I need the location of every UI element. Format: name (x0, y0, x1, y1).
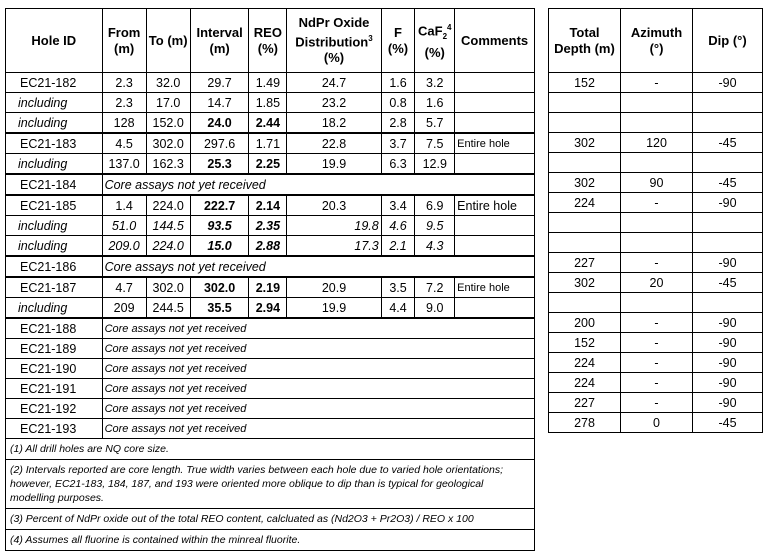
header-comments: Comments (455, 9, 535, 73)
table-row (6, 359, 535, 379)
header-hole-id: Hole ID (6, 9, 103, 73)
f-cell: 1.6 (381, 73, 415, 93)
table-row (549, 113, 763, 133)
total-depth-cell: 227 (549, 253, 621, 273)
reo-cell: 1.71 (249, 133, 287, 154)
reo-cell: 2.44 (249, 113, 287, 134)
footnote-3: (3) Percent of NdPr oxide out of the total REO content, calcluated as (Nd2O3 + Pr2O3) / REO x 100 (6, 509, 535, 530)
total-depth-cell: 224 (549, 373, 621, 393)
header-ndpr-unit: (%) (323, 50, 345, 66)
f-cell: 4.4 (381, 298, 415, 319)
table-row (6, 277, 535, 298)
azimuth-cell (621, 233, 693, 253)
table-row (549, 213, 763, 233)
azimuth-cell: - (621, 393, 693, 413)
table-row (549, 193, 763, 213)
f-cell: 3.5 (381, 277, 415, 298)
table-row (549, 313, 763, 333)
azimuth-cell: - (621, 353, 693, 373)
interval-cell: 302.0 (190, 277, 249, 298)
header-f: F (%) (381, 9, 415, 73)
header-caf2-label: CaF (418, 23, 443, 39)
table-row (6, 216, 535, 236)
dip-cell (693, 213, 763, 233)
table-row (6, 419, 535, 439)
hole-id-cell: EC21-191 (6, 379, 103, 399)
azimuth-cell (621, 113, 693, 133)
to-cell: 302.0 (146, 133, 190, 154)
table-row (6, 93, 535, 113)
interval-cell: 29.7 (190, 73, 249, 93)
table-row (549, 73, 763, 93)
from-cell: 137.0 (102, 154, 146, 175)
reo-cell: 2.25 (249, 154, 287, 175)
dip-cell: -90 (693, 193, 763, 213)
caf-cell: 5.7 (415, 113, 455, 134)
dip-cell: -45 (693, 273, 763, 293)
table-row (549, 233, 763, 253)
caf-cell: 1.6 (415, 93, 455, 113)
comment-cell (455, 298, 535, 319)
hole-id-cell: including (6, 93, 103, 113)
assay-pending-note: Core assays not yet received (102, 359, 534, 379)
assay-pending-note: Core assays not yet received (102, 419, 534, 439)
table-row (6, 73, 535, 93)
f-cell: 6.3 (381, 154, 415, 175)
to-cell: 302.0 (146, 277, 190, 298)
hole-id-cell: including (6, 113, 103, 134)
header-caf2-unit: (%) (424, 44, 445, 60)
ndpr-cell: 22.8 (287, 133, 381, 154)
assay-pending-note: Core assays not yet received (102, 256, 534, 277)
hole-id-cell: EC21-188 (6, 318, 103, 339)
dip-cell: -90 (693, 313, 763, 333)
footnote-2: (2) Intervals reported are core length. True width varies between each hole due to varied hole orientations; however, EC21-183, 184, 187, and 193 were oriented more oblique to dip than is typical for geological modelling purposes. (6, 460, 535, 509)
hole-id-cell: EC21-186 (6, 256, 103, 277)
to-cell: 224.0 (146, 195, 190, 216)
ndpr-cell: 24.7 (287, 73, 381, 93)
table-row (549, 293, 763, 313)
caf-cell: 9.5 (415, 216, 455, 236)
table-row (6, 195, 535, 216)
reo-cell: 2.14 (249, 195, 287, 216)
table-row (6, 399, 535, 419)
dip-cell: -90 (693, 73, 763, 93)
f-cell: 2.8 (381, 113, 415, 134)
table-row (6, 298, 535, 319)
total-depth-cell: 224 (549, 353, 621, 373)
azimuth-cell: 0 (621, 413, 693, 433)
hole-id-cell: EC21-183 (6, 133, 103, 154)
header-from: From (m) (102, 9, 146, 73)
assay-pending-note: Core assays not yet received (102, 379, 534, 399)
total-depth-cell (549, 233, 621, 253)
table-row (549, 153, 763, 173)
total-depth-cell (549, 293, 621, 313)
interval-cell: 35.5 (190, 298, 249, 319)
table-row (6, 256, 535, 277)
interval-cell: 15.0 (190, 236, 249, 257)
total-depth-cell: 152 (549, 333, 621, 353)
azimuth-cell: - (621, 313, 693, 333)
comment-cell: Entire hole (455, 133, 535, 154)
ndpr-cell: 17.3 (287, 236, 381, 257)
dip-cell: -45 (693, 413, 763, 433)
comment-cell (455, 236, 535, 257)
hole-id-cell: EC21-187 (6, 277, 103, 298)
table-row (549, 273, 763, 293)
total-depth-cell: 302 (549, 133, 621, 153)
total-depth-cell: 278 (549, 413, 621, 433)
reo-cell: 2.94 (249, 298, 287, 319)
to-cell: 244.5 (146, 298, 190, 319)
table-row (6, 113, 535, 134)
ndpr-cell: 20.3 (287, 195, 381, 216)
hole-id-cell: including (6, 298, 103, 319)
dip-cell: -45 (693, 133, 763, 153)
azimuth-cell (621, 93, 693, 113)
dip-cell (693, 153, 763, 173)
caf-cell: 9.0 (415, 298, 455, 319)
azimuth-cell: - (621, 193, 693, 213)
total-depth-cell: 302 (549, 273, 621, 293)
to-cell: 152.0 (146, 113, 190, 134)
assay-results-table (5, 8, 535, 551)
hole-id-cell: including (6, 236, 103, 257)
interval-cell: 222.7 (190, 195, 249, 216)
to-cell: 32.0 (146, 73, 190, 93)
total-depth-cell: 227 (549, 393, 621, 413)
table-row (6, 174, 535, 195)
table-row (549, 333, 763, 353)
comment-cell: Entire hole (455, 277, 535, 298)
table-row (6, 236, 535, 257)
footnote-1: (1) All drill holes are NQ core size. (6, 439, 535, 460)
header-ndpr-footnote: 3 (368, 33, 373, 43)
header-ndpr-label: NdPr Oxide Distribution (295, 14, 370, 50)
assay-pending-note: Core assays not yet received (102, 339, 534, 359)
caf-cell: 3.2 (415, 73, 455, 93)
total-depth-cell (549, 213, 621, 233)
dip-cell: -45 (693, 173, 763, 193)
reo-cell: 1.49 (249, 73, 287, 93)
comment-cell: Entire hole (455, 195, 535, 216)
dip-cell: -90 (693, 333, 763, 353)
dip-cell (693, 93, 763, 113)
azimuth-cell: - (621, 373, 693, 393)
interval-cell: 14.7 (190, 93, 249, 113)
total-depth-cell: 200 (549, 313, 621, 333)
caf-cell: 7.5 (415, 133, 455, 154)
caf-cell: 7.2 (415, 277, 455, 298)
azimuth-cell (621, 153, 693, 173)
from-cell: 4.7 (102, 277, 146, 298)
comment-cell (455, 73, 535, 93)
caf-cell: 12.9 (415, 154, 455, 175)
table-row (549, 353, 763, 373)
azimuth-cell: - (621, 253, 693, 273)
header-dip: Dip (°) (693, 9, 763, 73)
azimuth-cell (621, 293, 693, 313)
reo-cell: 2.19 (249, 277, 287, 298)
ndpr-cell: 19.9 (287, 154, 381, 175)
azimuth-cell (621, 213, 693, 233)
hole-orientation-table (548, 8, 763, 433)
ndpr-cell: 18.2 (287, 113, 381, 134)
table-row (549, 393, 763, 413)
hole-id-cell: including (6, 216, 103, 236)
ndpr-cell: 20.9 (287, 277, 381, 298)
caf-cell: 4.3 (415, 236, 455, 257)
interval-cell: 25.3 (190, 154, 249, 175)
header-interval: Interval (m) (190, 9, 249, 73)
dip-cell (693, 113, 763, 133)
header-caf2 (415, 9, 455, 73)
reo-cell: 2.88 (249, 236, 287, 257)
azimuth-cell: - (621, 333, 693, 353)
azimuth-cell: - (621, 73, 693, 93)
reo-cell: 2.35 (249, 216, 287, 236)
header-to: To (m) (146, 9, 190, 73)
table-row (6, 154, 535, 175)
hole-id-cell: EC21-192 (6, 399, 103, 419)
total-depth-cell (549, 113, 621, 133)
header-total-depth: Total Depth (m) (549, 9, 621, 73)
table-row (549, 253, 763, 273)
table-row (549, 133, 763, 153)
azimuth-cell: 20 (621, 273, 693, 293)
header-azimuth: Azimuth (°) (621, 9, 693, 73)
total-depth-cell (549, 93, 621, 113)
to-cell: 224.0 (146, 236, 190, 257)
hole-id-cell: including (6, 154, 103, 175)
from-cell: 209.0 (102, 236, 146, 257)
footnote-4: (4) Assumes all fluorine is contained within the minreal fluorite. (6, 530, 535, 551)
azimuth-cell: 120 (621, 133, 693, 153)
ndpr-cell: 19.8 (287, 216, 381, 236)
to-cell: 162.3 (146, 154, 190, 175)
dip-cell: -90 (693, 393, 763, 413)
from-cell: 51.0 (102, 216, 146, 236)
to-cell: 144.5 (146, 216, 190, 236)
hole-id-cell: EC21-189 (6, 339, 103, 359)
table-row (549, 373, 763, 393)
f-cell: 3.4 (381, 195, 415, 216)
dip-cell: -90 (693, 353, 763, 373)
assay-pending-note: Core assays not yet received (102, 174, 534, 195)
assay-pending-note: Core assays not yet received (102, 318, 534, 339)
header-reo: REO (%) (249, 9, 287, 73)
from-cell: 1.4 (102, 195, 146, 216)
hole-id-cell: EC21-185 (6, 195, 103, 216)
total-depth-cell: 302 (549, 173, 621, 193)
dip-cell: -90 (693, 253, 763, 273)
table-row (6, 379, 535, 399)
dip-cell (693, 293, 763, 313)
dip-cell: -90 (693, 373, 763, 393)
interval-cell: 297.6 (190, 133, 249, 154)
header-caf2-footnote: 4 (447, 23, 452, 33)
hole-id-cell: EC21-184 (6, 174, 103, 195)
f-cell: 0.8 (381, 93, 415, 113)
table-row (549, 413, 763, 433)
header-ndpr (287, 9, 381, 73)
comment-cell (455, 93, 535, 113)
total-depth-cell: 224 (549, 193, 621, 213)
hole-id-cell: EC21-190 (6, 359, 103, 379)
header-caf2-sub: 2 (442, 31, 448, 41)
total-depth-cell: 152 (549, 73, 621, 93)
f-cell: 3.7 (381, 133, 415, 154)
f-cell: 2.1 (381, 236, 415, 257)
table-row (6, 318, 535, 339)
comment-cell (455, 113, 535, 134)
caf-cell: 6.9 (415, 195, 455, 216)
to-cell: 17.0 (146, 93, 190, 113)
reo-cell: 1.85 (249, 93, 287, 113)
from-cell: 4.5 (102, 133, 146, 154)
from-cell: 209 (102, 298, 146, 319)
ndpr-cell: 23.2 (287, 93, 381, 113)
table-row (549, 93, 763, 113)
f-cell: 4.6 (381, 216, 415, 236)
table-row (6, 339, 535, 359)
hole-id-cell: EC21-182 (6, 73, 103, 93)
comment-cell (455, 154, 535, 175)
from-cell: 2.3 (102, 93, 146, 113)
interval-cell: 93.5 (190, 216, 249, 236)
from-cell: 2.3 (102, 73, 146, 93)
assay-pending-note: Core assays not yet received (102, 399, 534, 419)
ndpr-cell: 19.9 (287, 298, 381, 319)
total-depth-cell (549, 153, 621, 173)
dip-cell (693, 233, 763, 253)
table-row (6, 133, 535, 154)
comment-cell (455, 216, 535, 236)
interval-cell: 24.0 (190, 113, 249, 134)
hole-id-cell: EC21-193 (6, 419, 103, 439)
azimuth-cell: 90 (621, 173, 693, 193)
table-row (549, 173, 763, 193)
from-cell: 128 (102, 113, 146, 134)
